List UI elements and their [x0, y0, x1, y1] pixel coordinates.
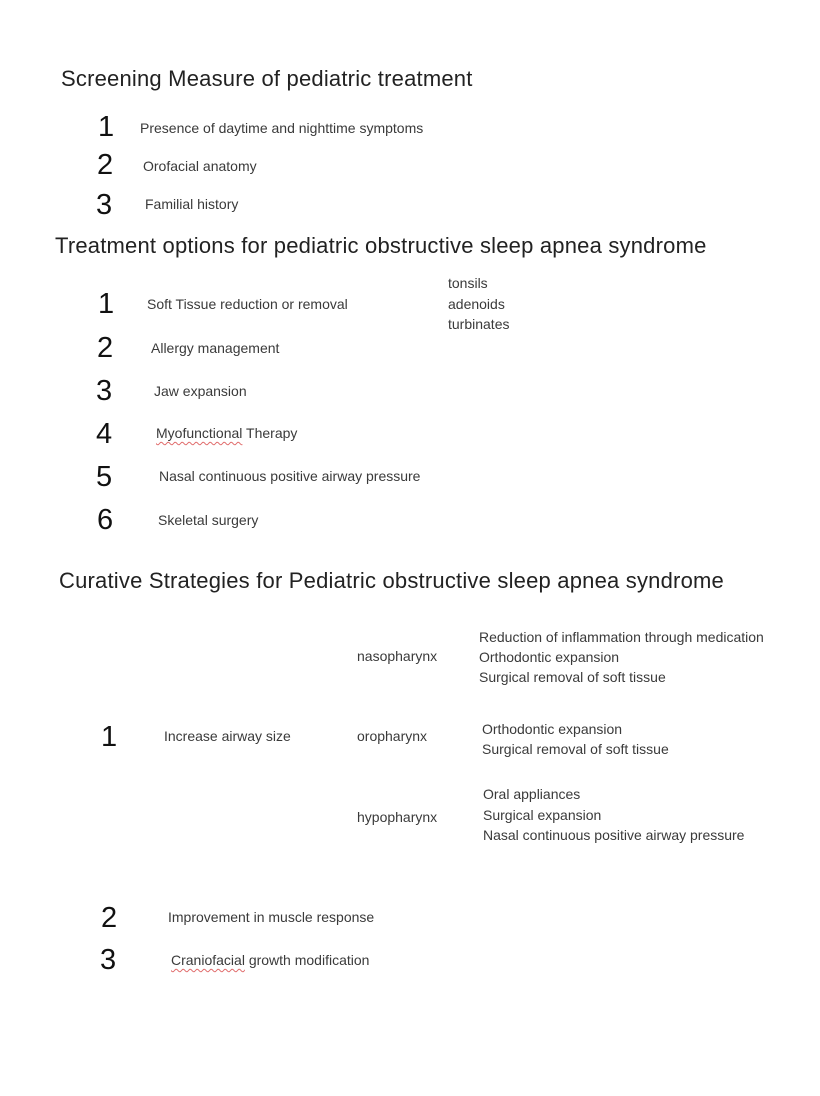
treatment-number-4: 4: [96, 418, 113, 450]
region-nasopharynx: nasopharynx: [357, 648, 438, 664]
treatment-item-1-detail-tonsils: tonsils: [448, 275, 488, 291]
curative-item-2: Improvement in muscle response: [168, 909, 375, 925]
spellcheck-flagged-word[interactable]: Myofunctional: [156, 425, 243, 441]
nasopharynx-strategy-2: Orthodontic expansion: [479, 649, 620, 665]
treatment-item-5: Nasal continuous positive airway pressure: [159, 468, 421, 484]
treatment-number-1: 1: [98, 288, 115, 320]
treatment-number-2: 2: [97, 332, 114, 364]
curative-item-1: Increase airway size: [164, 728, 291, 744]
treatment-item-2: Allergy management: [151, 340, 280, 356]
screening-item-2: Orofacial anatomy: [143, 158, 257, 174]
treatment-number-5: 5: [96, 461, 113, 493]
curative-item-3: Craniofacial growth modification: [171, 952, 370, 968]
oropharynx-strategy-2: Surgical removal of soft tissue: [482, 741, 669, 757]
treatment-number-3: 3: [96, 375, 113, 407]
screening-item-3: Familial history: [145, 196, 239, 212]
oropharynx-strategy-1: Orthodontic expansion: [482, 721, 623, 737]
curative-number-3: 3: [100, 944, 117, 976]
screening-number-1: 1: [98, 111, 115, 143]
nasopharynx-strategy-1: Reduction of inflammation through medication: [479, 629, 764, 645]
treatment-number-6: 6: [97, 504, 114, 536]
hypopharynx-strategy-3: Nasal continuous positive airway pressure: [483, 827, 745, 843]
curative-heading: Curative Strategies for Pediatric obstructive sleep apnea syndrome: [59, 568, 724, 593]
screening-item-1: Presence of daytime and nighttime symptoms: [140, 120, 424, 136]
screening-number-3: 3: [96, 189, 113, 221]
hypopharynx-strategy-2: Surgical expansion: [483, 807, 602, 823]
region-hypopharynx: hypopharynx: [357, 809, 438, 825]
treatment-item-4: Myofunctional Therapy: [156, 425, 298, 441]
treatment-item-6: Skeletal surgery: [158, 512, 259, 528]
spellcheck-flagged-word[interactable]: Craniofacial: [171, 952, 245, 968]
treatment-item-3: Jaw expansion: [154, 383, 247, 399]
hypopharynx-strategy-1: Oral appliances: [483, 786, 581, 802]
curative-number-1: 1: [101, 721, 118, 753]
region-oropharynx: oropharynx: [357, 728, 428, 744]
treatment-item-1-detail-turbinates: turbinates: [448, 316, 510, 332]
treatment-item-1: Soft Tissue reduction or removal: [147, 296, 348, 312]
nasopharynx-strategy-3: Surgical removal of soft tissue: [479, 669, 666, 685]
screening-heading: Screening Measure of pediatric treatment: [61, 66, 473, 91]
screening-number-2: 2: [97, 149, 114, 181]
treatment-heading: Treatment options for pediatric obstructive sleep apnea syndrome: [55, 233, 707, 258]
curative-number-2: 2: [101, 902, 118, 934]
treatment-item-1-detail-adenoids: adenoids: [448, 296, 505, 312]
